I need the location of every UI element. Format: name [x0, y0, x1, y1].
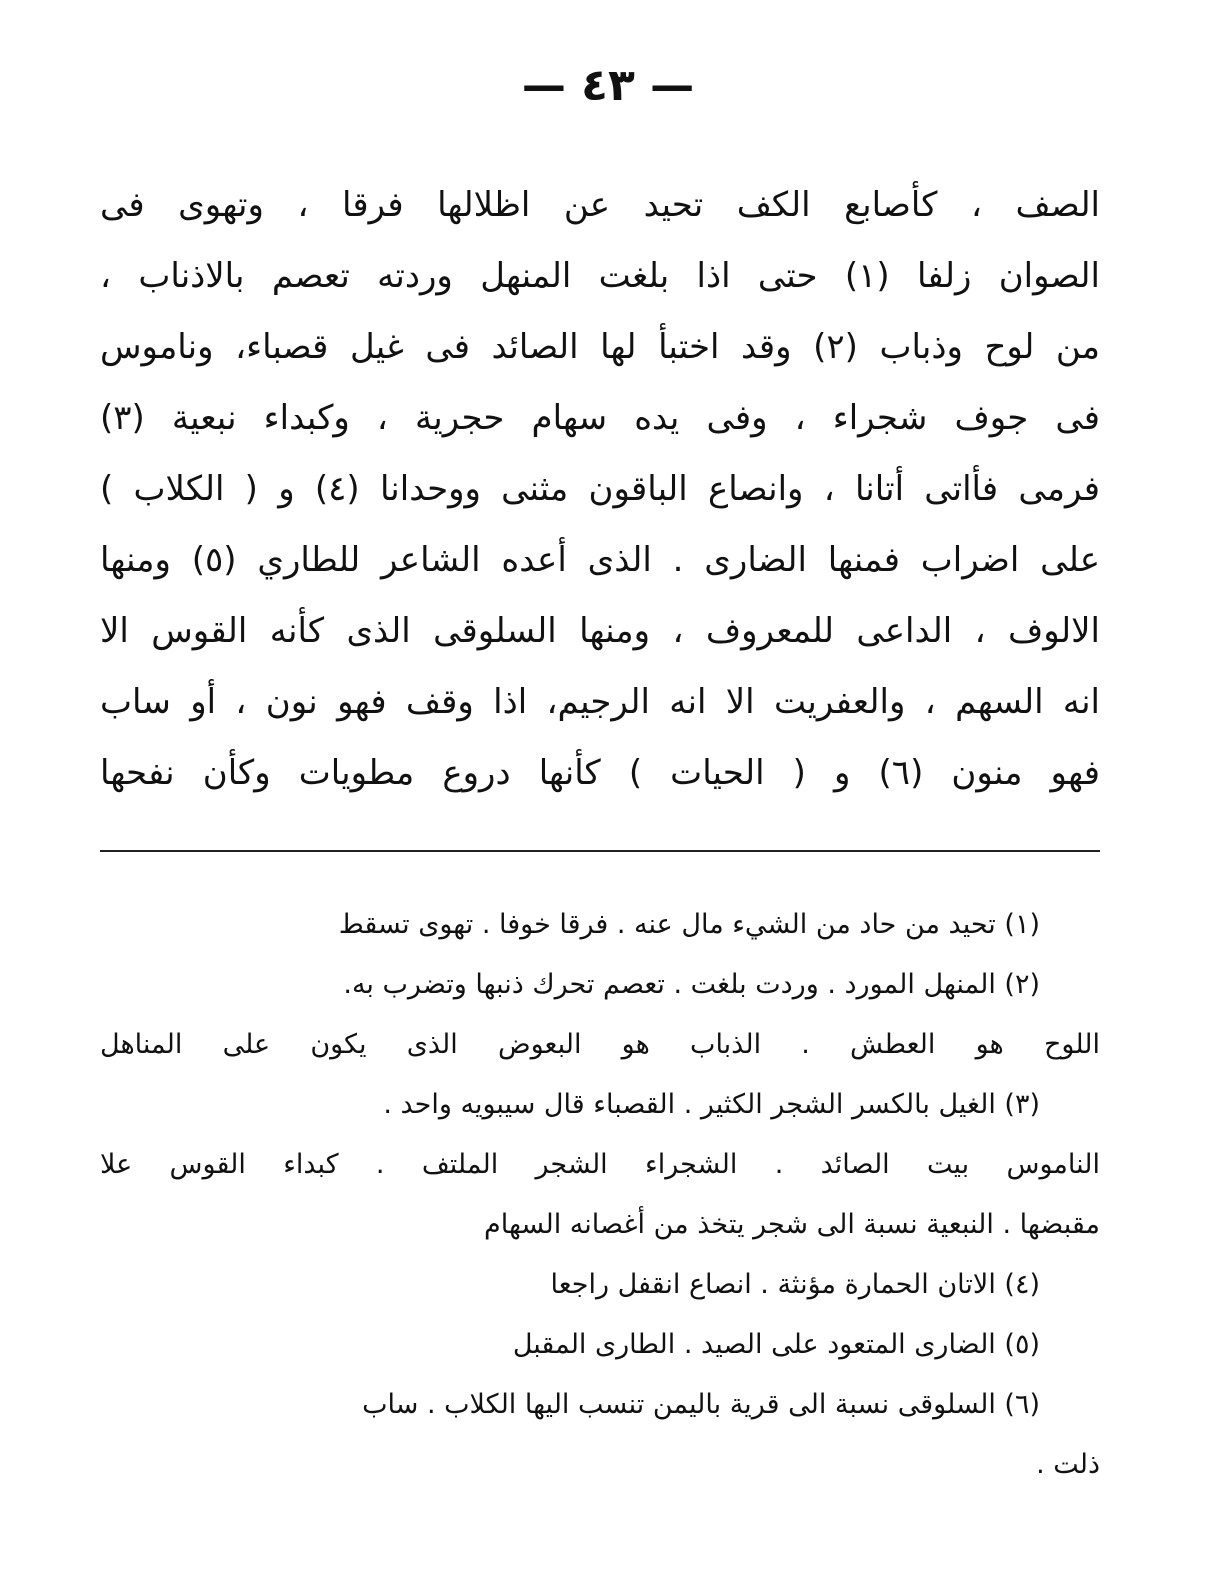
- body-line: انه السهم ، والعفريت الا انه الرجيم، اذا وقف فهو نون ، أو ساب: [100, 682, 1100, 722]
- footnote-line: (١) تحيد من حاد من الشيء مال عنه . فرقا خوفا . تهوى تسقط: [338, 909, 1040, 940]
- footnote-line: ذلت .: [1036, 1449, 1100, 1480]
- footnote-line: (٢) المنهل المورد . وردت بلغت . تعصم تحرك ذنبها وتضرب به.: [343, 969, 1040, 1000]
- footnote-line: (٤) الاتان الحمارة مؤنثة . انصاع انقفل راجعا: [550, 1269, 1040, 1300]
- footnotes: [100, 895, 1100, 1495]
- body-line: من لوح وذباب (٢) وقد اختبأ لها الصائد فى غيل قصباء، وناموس: [100, 327, 1100, 367]
- body-text: [100, 170, 1100, 809]
- body-line: على اضراب فمنها الضارى . الذى أعده الشاعر للطاري (٥) ومنها: [100, 540, 1100, 580]
- footnote-divider: [100, 850, 1100, 852]
- footnote-line: مقبضها . النبعية نسبة الى شجر يتخذ من أغصانه السهام: [484, 1209, 1100, 1240]
- body-line: فى جوف شجراء ، وفى يده سهام حجرية ، وكبداء نبعية (٣): [100, 398, 1100, 438]
- body-line: فرمى فأاتى أتانا ، وانصاع الباقون مثنى ووحدانا (٤) و ( الكلاب ): [100, 469, 1100, 509]
- footnote-line: الناموس بيت الصائد . الشجراء الشجر الملتف . كبداء القوس علا: [100, 1149, 1100, 1180]
- body-line: الصف ، كأصابع الكف تحيد عن اظلالها فرقا ، وتهوى فى: [100, 185, 1100, 225]
- footnote-line: اللوح هو العطش . الذباب هو البعوض الذى يكون على المناهل: [100, 1029, 1100, 1060]
- body-line: فهو منون (٦) و ( الحيات ) كأنها دروع مطويات وكأن نفحها: [100, 753, 1100, 793]
- body-line: الالوف ، الداعى للمعروف ، ومنها السلوقى الذى كأنه القوس الا: [100, 611, 1100, 651]
- footnote-line: (٣) الغيل بالكسر الشجر الكثير . القصباء قال سيبويه واحد .: [383, 1089, 1040, 1120]
- body-line: الصوان زلفا (١) حتى اذا بلغت المنهل وردته تعصم بالاذناب ،: [100, 256, 1100, 296]
- footnote-line: (٥) الضارى المتعود على الصيد . الطارى المقبل: [512, 1329, 1040, 1360]
- page-number: — ٤٣ —: [521, 60, 695, 111]
- footnote-line: (٦) السلوقى نسبة الى قرية باليمن تنسب اليها الكلاب . ساب: [362, 1389, 1040, 1420]
